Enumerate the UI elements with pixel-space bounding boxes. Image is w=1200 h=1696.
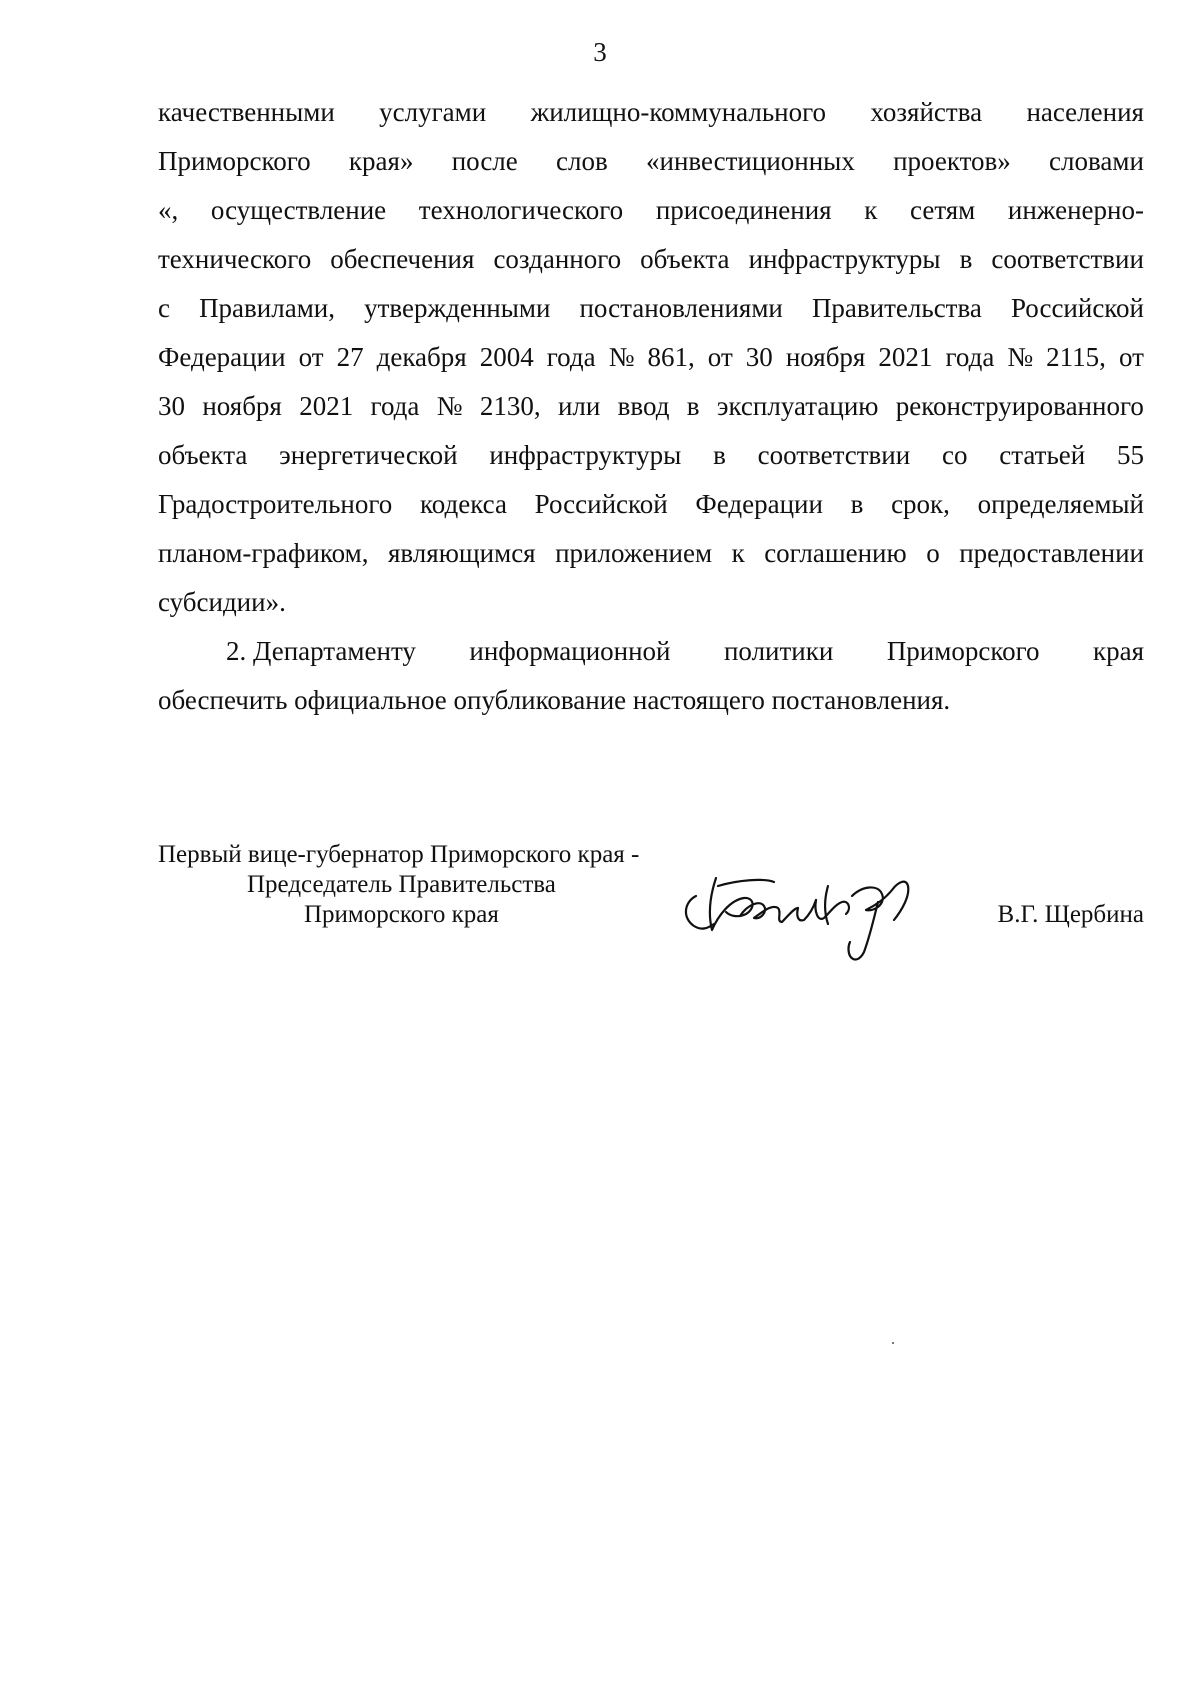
word: слов bbox=[556, 146, 608, 176]
word: 2021 bbox=[878, 342, 933, 372]
paragraph-1-line-7 bbox=[158, 382, 1144, 431]
word: к bbox=[731, 538, 745, 568]
paragraph-1-line-6 bbox=[158, 333, 1144, 382]
word: предоставлении bbox=[959, 538, 1144, 568]
paragraph-2-line-1 bbox=[158, 627, 1144, 676]
word: в bbox=[686, 391, 700, 421]
word: 2. Департаменту bbox=[226, 636, 416, 666]
word: обеспечения bbox=[330, 244, 475, 274]
word: планом-графиком, bbox=[158, 538, 369, 568]
signer-name: В.Г. Щербина bbox=[997, 901, 1144, 928]
word: приложением bbox=[555, 538, 713, 568]
word: словами bbox=[1049, 146, 1144, 176]
word: Федерации bbox=[695, 489, 823, 519]
word: края» bbox=[348, 146, 414, 176]
word: реконструированного bbox=[895, 391, 1144, 421]
page-number: 3 bbox=[593, 37, 607, 67]
word: технологического bbox=[418, 195, 624, 225]
paragraph-1-line-2 bbox=[158, 137, 1144, 186]
word: 2021 bbox=[299, 391, 354, 421]
word: Приморского bbox=[158, 146, 311, 176]
word: хозяйства bbox=[870, 97, 983, 127]
word: или bbox=[557, 391, 601, 421]
word: 861, bbox=[647, 342, 695, 372]
word: в bbox=[959, 244, 973, 274]
word: качественными bbox=[158, 97, 335, 127]
word: услугами bbox=[379, 97, 487, 127]
scan-speck bbox=[892, 1342, 894, 1344]
word: технического bbox=[158, 244, 312, 274]
word: Правилами, bbox=[199, 293, 335, 323]
paragraph-1-line-3 bbox=[158, 186, 1144, 235]
signer-title-line-3: Приморского края bbox=[304, 901, 499, 928]
word: декабря bbox=[376, 342, 467, 372]
word: кодекса bbox=[420, 489, 507, 519]
word: статьей bbox=[999, 440, 1086, 470]
word: объекта bbox=[158, 440, 248, 470]
word: жилищно-коммунального bbox=[530, 97, 827, 127]
word: эксплуатацию bbox=[716, 391, 879, 421]
word: инфраструктуры bbox=[748, 244, 941, 274]
word: 2004 bbox=[479, 342, 534, 372]
word: политики bbox=[723, 636, 834, 666]
word: со bbox=[941, 440, 968, 470]
signer-title-line-2: Председатель Правительства bbox=[247, 871, 556, 898]
word: населения bbox=[1026, 97, 1144, 127]
word: осуществление bbox=[210, 195, 387, 225]
word: № bbox=[608, 342, 635, 372]
word: Градостроительного bbox=[158, 489, 393, 519]
word: края bbox=[1092, 636, 1144, 666]
word: с bbox=[158, 293, 170, 323]
word: в bbox=[850, 489, 864, 519]
word: года bbox=[370, 391, 420, 421]
signature-block bbox=[158, 840, 1144, 960]
word: о bbox=[926, 538, 940, 568]
word: присоединения bbox=[655, 195, 832, 225]
paragraph-1-line-8 bbox=[158, 431, 1144, 480]
word: в bbox=[713, 440, 726, 470]
word: информационной bbox=[469, 636, 671, 666]
word: от bbox=[1118, 342, 1144, 372]
word: ноября bbox=[202, 391, 282, 421]
word: 30 bbox=[158, 391, 185, 421]
paragraph-1-line-1 bbox=[158, 88, 1144, 137]
word: энергетической bbox=[279, 440, 458, 470]
word: 27 bbox=[336, 342, 364, 372]
paragraph-2-line-2: обеспечить официальное опубликование настоящего постановления. bbox=[158, 685, 951, 715]
word: 2130, bbox=[479, 391, 541, 421]
document-body bbox=[158, 88, 1144, 725]
word: постановлениями bbox=[579, 293, 783, 323]
word: к bbox=[864, 195, 878, 225]
word: созданного bbox=[493, 244, 622, 274]
word: Российской bbox=[534, 489, 668, 519]
word: «инвестиционных bbox=[646, 146, 855, 176]
paragraph-1-line-11: субсидии». bbox=[158, 587, 286, 617]
paragraph-1-line-9 bbox=[158, 480, 1144, 529]
word: Российской bbox=[1010, 293, 1144, 323]
word: года bbox=[945, 342, 995, 372]
word: № bbox=[1007, 342, 1034, 372]
word: инфраструктуры bbox=[489, 440, 682, 470]
word: года bbox=[546, 342, 596, 372]
word: Федерации bbox=[158, 342, 286, 372]
word: 55 bbox=[1116, 440, 1144, 470]
word: от bbox=[707, 342, 733, 372]
word: 30 bbox=[745, 342, 773, 372]
word: от bbox=[298, 342, 324, 372]
word: сетям bbox=[910, 195, 976, 225]
word: являющимся bbox=[388, 538, 536, 568]
signer-title-line-1: Первый вице-губернатор Приморского края - bbox=[158, 841, 640, 868]
handwritten-signature bbox=[678, 856, 938, 966]
paragraph-1-line-4 bbox=[158, 235, 1144, 284]
paragraph-1-line-5 bbox=[158, 284, 1144, 333]
word: срок, bbox=[891, 489, 950, 519]
word: после bbox=[451, 146, 518, 176]
word: проектов» bbox=[893, 146, 1011, 176]
word: «, bbox=[158, 195, 179, 225]
word: № bbox=[436, 391, 463, 421]
word: Правительства bbox=[811, 293, 982, 323]
word: ввод bbox=[617, 391, 670, 421]
word: определяемый bbox=[977, 489, 1144, 519]
word: Приморского bbox=[886, 636, 1040, 666]
word: ноября bbox=[785, 342, 866, 372]
word: утвержденными bbox=[364, 293, 551, 323]
word: объекта bbox=[640, 244, 730, 274]
paragraph-1-line-10 bbox=[158, 529, 1144, 578]
word: соглашению bbox=[764, 538, 907, 568]
word: соответствии bbox=[991, 244, 1144, 274]
word: 2115, bbox=[1046, 342, 1106, 372]
word: инженерно- bbox=[1007, 195, 1144, 225]
word: соответствии bbox=[757, 440, 911, 470]
